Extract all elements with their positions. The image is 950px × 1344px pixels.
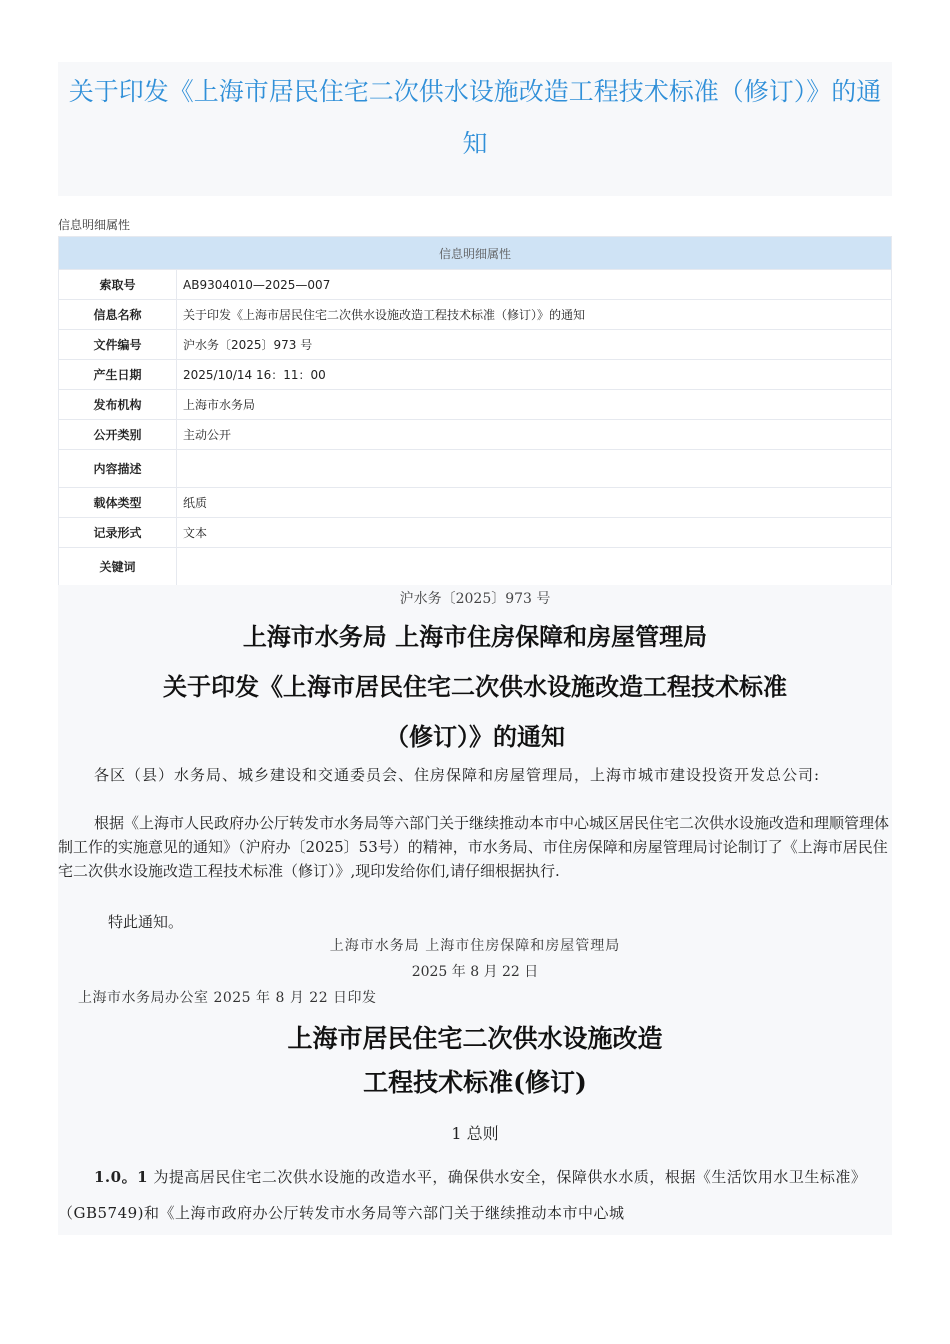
- info-properties-table: [58, 236, 892, 586]
- row-label: 发布机构: [59, 390, 177, 420]
- clause-number: 1.0。1: [94, 1168, 149, 1186]
- clause-text: 为提高居民住宅二次供水设施的改造水平，确保供水安全，保障供水水质，根据《生活饮用水卫生标准》（GB5749)和《上海市政府办公厅转发市水务局等六部门关于继续推动本市中心城: [58, 1168, 867, 1222]
- notice-title-line2: （修订）》的通知: [385, 722, 565, 751]
- chapter-heading: 1 总则: [451, 1124, 499, 1143]
- row-value: AB9304010—2025—007: [177, 270, 892, 300]
- row-label: 载体类型: [59, 488, 177, 518]
- recipients-text: 各区（县）水务局、城乡建设和交通委员会、住房保障和房屋管理局，上海市城市建设投资开发总公司:: [94, 766, 821, 784]
- clause-paragraph: [58, 1159, 892, 1231]
- table-row: [59, 548, 892, 586]
- table-header: 信息明细属性: [59, 237, 892, 270]
- notice-title-line1: 关于印发《上海市居民住宅二次供水设施改造工程技术标准: [163, 672, 787, 701]
- standard-title-line2: 工程技术标准(修订): [363, 1068, 587, 1097]
- table-row: [59, 300, 892, 330]
- row-label: 产生日期: [59, 360, 177, 390]
- table-row: [59, 518, 892, 548]
- row-value: 2025/10/14 16：11：00: [177, 360, 892, 390]
- issuer-title: 上海市水务局 上海市住房保障和房屋管理局: [242, 622, 708, 651]
- row-value: 上海市水务局: [177, 390, 892, 420]
- signature: 上海市水务局 上海市住房保障和房屋管理局: [329, 938, 621, 954]
- document-body: [58, 585, 892, 1235]
- row-label: 关键词: [59, 548, 177, 586]
- closing-text: 特此通知。: [108, 913, 184, 931]
- section-caption: 信息明细属性: [58, 218, 131, 232]
- table-row: [59, 420, 892, 450]
- row-value: 关于印发《上海市居民住宅二次供水设施改造工程技术标准（修订）》的通知: [177, 300, 892, 330]
- table-row: [59, 390, 892, 420]
- main-paragraph: 根据《上海市人民政府办公厅转发市水务局等六部门关于继续推动本市中心城区居民住宅二次供水设施改造和理顺管理体制工作的实施意见的通知》（沪府办〔2025〕53号）的精神，市水务局、市住房保障和房屋管理局讨论制订了《上海市居民住宅二次供水设施改造工程技术标准（修订）》,现印发给你们,请仔细根据执行.: [58, 814, 890, 880]
- row-value: 文本: [177, 518, 892, 548]
- print-note: 上海市水务局办公室 2025 年 8 月 22 日印发: [78, 990, 377, 1006]
- row-label: 文件编号: [59, 330, 177, 360]
- row-value: 沪水务〔2025〕973 号: [177, 330, 892, 360]
- signature-date: 2025 年 8 月 22 日: [411, 964, 539, 980]
- row-value: [177, 548, 892, 586]
- table-row: [59, 330, 892, 360]
- row-label: 信息名称: [59, 300, 177, 330]
- standard-title-line1: 上海市居民住宅二次供水设施改造: [287, 1024, 663, 1053]
- page-title: 关于印发《上海市居民住宅二次供水设施改造工程技术标准（修订）》的通知: [58, 62, 892, 196]
- table-row: [59, 360, 892, 390]
- table-row: [59, 270, 892, 300]
- row-value: 主动公开: [177, 420, 892, 450]
- table-row: [59, 450, 892, 488]
- row-label: 内容描述: [59, 450, 177, 488]
- table-row: [59, 488, 892, 518]
- row-label: 公开类别: [59, 420, 177, 450]
- row-value: 纸质: [177, 488, 892, 518]
- row-label: 记录形式: [59, 518, 177, 548]
- row-label: 索取号: [59, 270, 177, 300]
- document-number: 沪水务〔2025〕973 号: [399, 591, 551, 607]
- row-value: [177, 450, 892, 488]
